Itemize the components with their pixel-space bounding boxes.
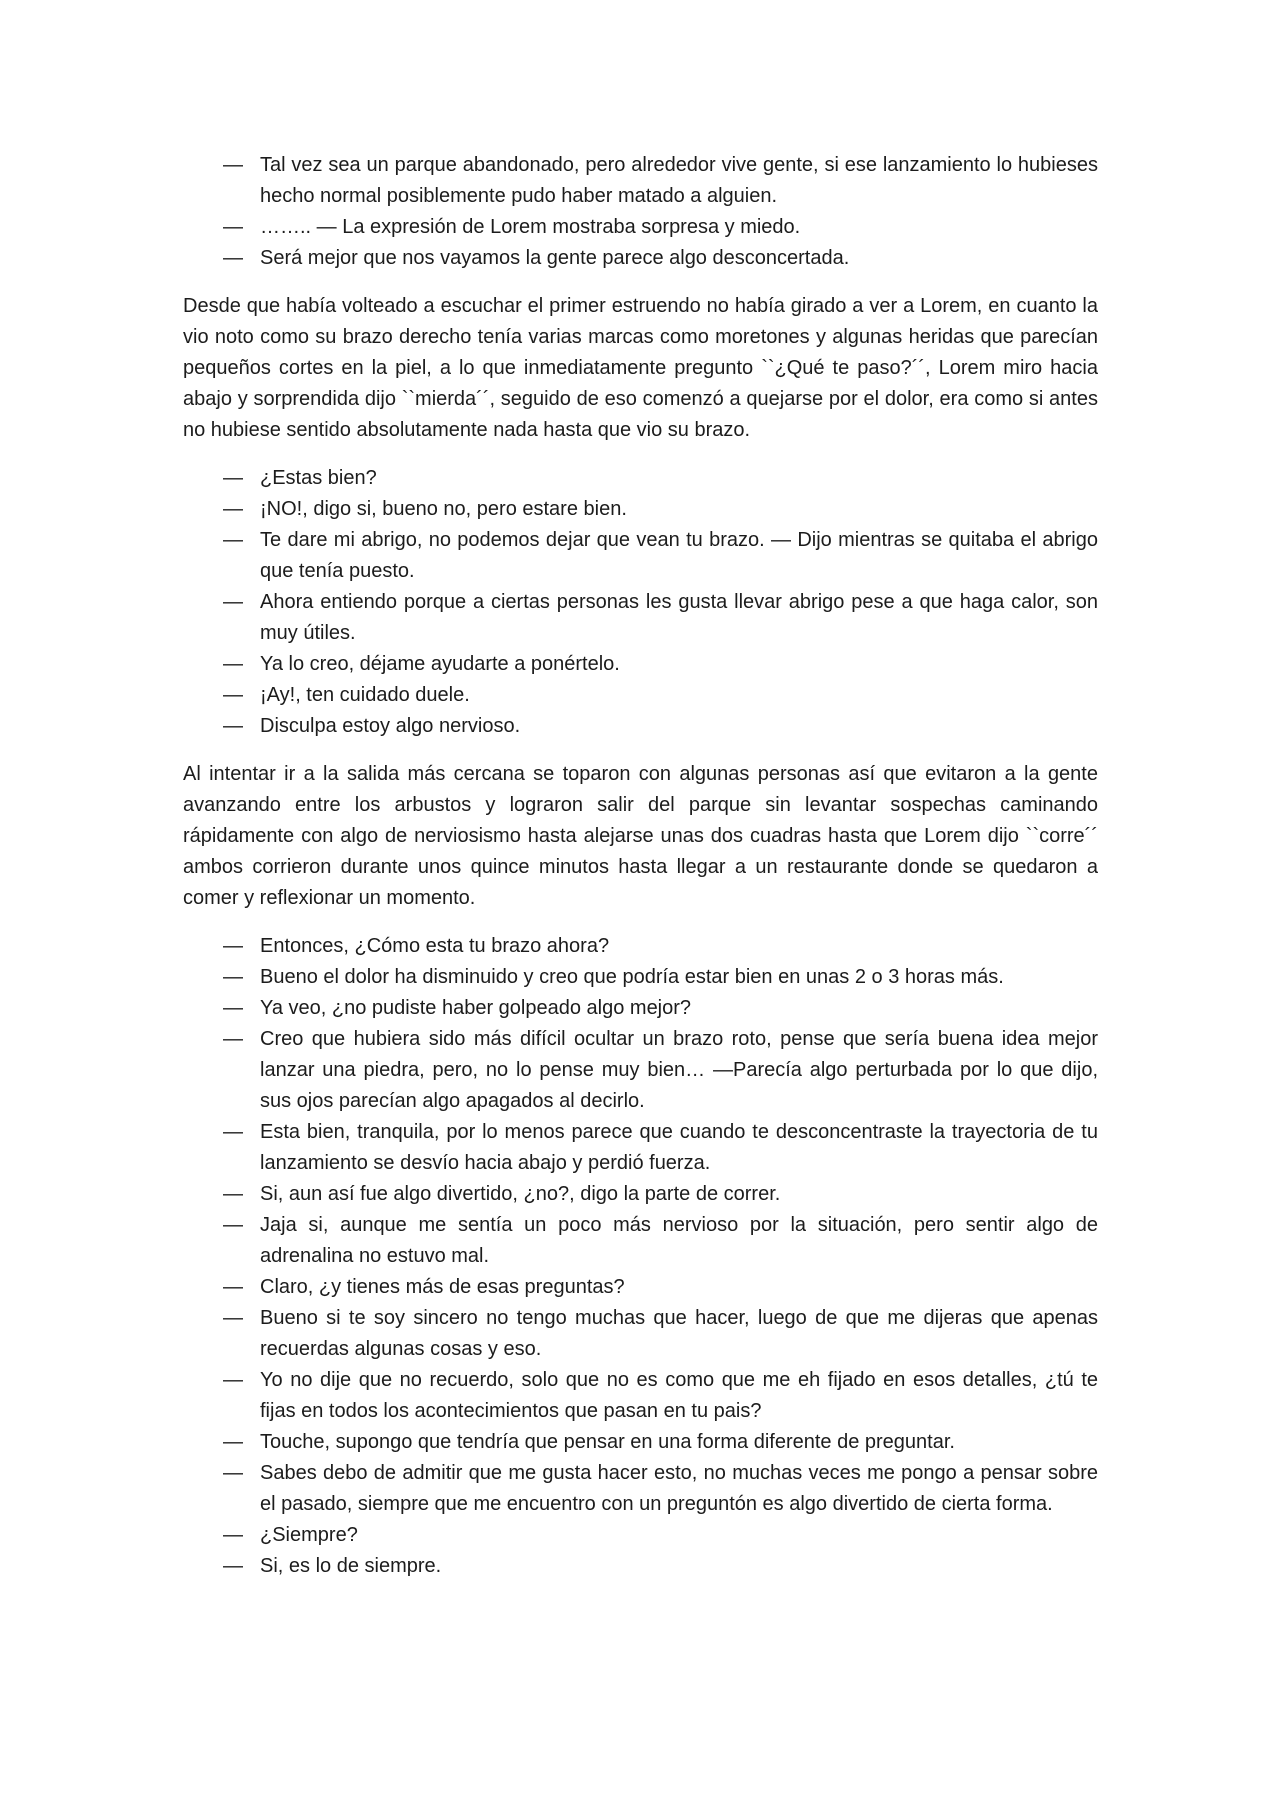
dialogue-block-1	[183, 150, 1098, 274]
dialogue-line	[183, 1303, 1098, 1365]
dialogue-text: Si, aun así fue algo divertido, ¿no?, digo la parte de correr.	[260, 1183, 781, 1205]
dialogue-line	[183, 525, 1098, 587]
dialogue-line	[183, 1272, 1098, 1303]
dialogue-text: Ahora entiendo porque a ciertas personas les gusta llevar abrigo pese a que haga calor, son muy útiles.	[260, 591, 1098, 644]
dialogue-dash: —	[223, 1276, 243, 1298]
dialogue-line	[183, 587, 1098, 649]
dialogue-line	[183, 1179, 1098, 1210]
dialogue-dash: —	[223, 1524, 243, 1546]
dialogue-line	[183, 680, 1098, 711]
dialogue-dash: —	[223, 653, 243, 675]
dialogue-dash: —	[223, 1121, 243, 1143]
dialogue-dash: —	[223, 966, 243, 988]
dialogue-text: Yo no dije que no recuerdo, solo que no es como que me eh fijado en esos detalles, ¿tú te fijas en todos los acontecimientos que pasan en tu pais?	[260, 1369, 1098, 1422]
dialogue-text: Bueno si te soy sincero no tengo muchas que hacer, luego de que me dijeras que apenas recuerdas algunas cosas y eso.	[260, 1307, 1098, 1360]
dialogue-dash: —	[223, 1028, 243, 1050]
dialogue-text: Creo que hubiera sido más difícil ocultar un brazo roto, pense que sería buena idea mejor lanzar una piedra, pero, no lo pense muy bien… —Parecía algo perturbada por lo que dijo, sus ojos parecían algo apagados al decirlo.	[260, 1028, 1098, 1112]
dialogue-dash: —	[223, 715, 243, 737]
dialogue-dash: —	[223, 247, 243, 269]
dialogue-dash: —	[223, 1462, 243, 1484]
dialogue-dash: —	[223, 1555, 243, 1577]
dialogue-line	[183, 1210, 1098, 1272]
dialogue-text: Ya lo creo, déjame ayudarte a ponértelo.	[260, 653, 620, 675]
dialogue-dash: —	[223, 1369, 243, 1391]
dialogue-text: ¿Siempre?	[260, 1524, 358, 1546]
dialogue-line	[183, 1024, 1098, 1117]
dialogue-dash: —	[223, 1307, 243, 1329]
dialogue-dash: —	[223, 498, 243, 520]
dialogue-dash: —	[223, 154, 243, 176]
narrative-paragraph-1: Desde que había volteado a escuchar el primer estruendo no había girado a ver a Lorem, en cuanto la vio noto como su brazo derecho tenía varias marcas como moretones y algunas heridas que parecían pequeños cortes en la piel, a lo que inmediatamente pregunto ``¿Qué te paso?´´, Lorem miro hacia abajo y sorprendida dijo ``mierda´´, seguido de eso comenzó a quejarse por el dolor, era como si antes no hubiese sentido absolutamente nada hasta que vio su brazo.	[183, 295, 1098, 441]
dialogue-text: Esta bien, tranquila, por lo menos parece que cuando te desconcentraste la trayectoria de tu lanzamiento se desvío hacia abajo y perdió fuerza.	[260, 1121, 1098, 1174]
dialogue-line	[183, 463, 1098, 494]
dialogue-text: Jaja si, aunque me sentía un poco más nervioso por la situación, pero sentir algo de adrenalina no estuvo mal.	[260, 1214, 1098, 1267]
narrative-paragraph-2: Al intentar ir a la salida más cercana se toparon con algunas personas así que evitaron a la gente avanzando entre los arbustos y lograron salir del parque sin levantar sospechas caminando rápidamente con algo de nerviosismo hasta alejarse unas dos cuadras hasta que Lorem dijo ``corre´´ ambos corrieron durante unos quince minutos hasta llegar a un restaurante donde se quedaron a comer y reflexionar un momento.	[183, 763, 1098, 909]
dialogue-dash: —	[223, 997, 243, 1019]
dialogue-dash: —	[223, 1214, 243, 1236]
dialogue-dash: —	[223, 935, 243, 957]
dialogue-text: ¡NO!, digo si, bueno no, pero estare bien.	[260, 498, 627, 520]
dialogue-text: Será mejor que nos vayamos la gente parece algo desconcertada.	[260, 247, 850, 269]
dialogue-text: Ya veo, ¿no pudiste haber golpeado algo mejor?	[260, 997, 692, 1019]
dialogue-text: Claro, ¿y tienes más de esas preguntas?	[260, 1276, 625, 1298]
dialogue-line	[183, 649, 1098, 680]
dialogue-text: Te dare mi abrigo, no podemos dejar que vean tu brazo. — Dijo mientras se quitaba el abrigo que tenía puesto.	[260, 529, 1098, 582]
dialogue-dash: —	[223, 1431, 243, 1453]
dialogue-line	[183, 212, 1098, 243]
dialogue-dash: —	[223, 591, 243, 613]
dialogue-text: ¿Estas bien?	[260, 467, 377, 489]
dialogue-line	[183, 1520, 1098, 1551]
dialogue-text: …….. — La expresión de Lorem mostraba sorpresa y miedo.	[260, 216, 801, 238]
dialogue-line	[183, 243, 1098, 274]
dialogue-line	[183, 1427, 1098, 1458]
dialogue-dash: —	[223, 1183, 243, 1205]
dialogue-line	[183, 494, 1098, 525]
dialogue-line	[183, 711, 1098, 742]
dialogue-line	[183, 962, 1098, 993]
dialogue-block-2	[183, 463, 1098, 742]
dialogue-block-3	[183, 931, 1098, 1582]
dialogue-line	[183, 1458, 1098, 1520]
dialogue-dash: —	[223, 529, 243, 551]
dialogue-line	[183, 1551, 1098, 1582]
dialogue-dash: —	[223, 216, 243, 238]
dialogue-text: Tal vez sea un parque abandonado, pero alrededor vive gente, si ese lanzamiento lo hubieses hecho normal posiblemente pudo haber matado a alguien.	[260, 154, 1098, 207]
dialogue-text: Disculpa estoy algo nervioso.	[260, 715, 521, 737]
dialogue-line	[183, 1117, 1098, 1179]
dialogue-line	[183, 150, 1098, 212]
dialogue-text: Entonces, ¿Cómo esta tu brazo ahora?	[260, 935, 610, 957]
dialogue-text: Sabes debo de admitir que me gusta hacer esto, no muchas veces me pongo a pensar sobre el pasado, siempre que me encuentro con un preguntón es algo divertido de cierta forma.	[260, 1462, 1098, 1515]
dialogue-line	[183, 993, 1098, 1024]
dialogue-dash: —	[223, 467, 243, 489]
dialogue-text: Bueno el dolor ha disminuido y creo que podría estar bien en unas 2 o 3 horas más.	[260, 966, 1004, 988]
dialogue-text: Si, es lo de siempre.	[260, 1555, 442, 1577]
dialogue-text: Touche, supongo que tendría que pensar en una forma diferente de preguntar.	[260, 1431, 955, 1453]
dialogue-line	[183, 931, 1098, 962]
dialogue-line	[183, 1365, 1098, 1427]
document-body	[183, 150, 1098, 1582]
dialogue-dash: —	[223, 684, 243, 706]
dialogue-text: ¡Ay!, ten cuidado duele.	[260, 684, 470, 706]
